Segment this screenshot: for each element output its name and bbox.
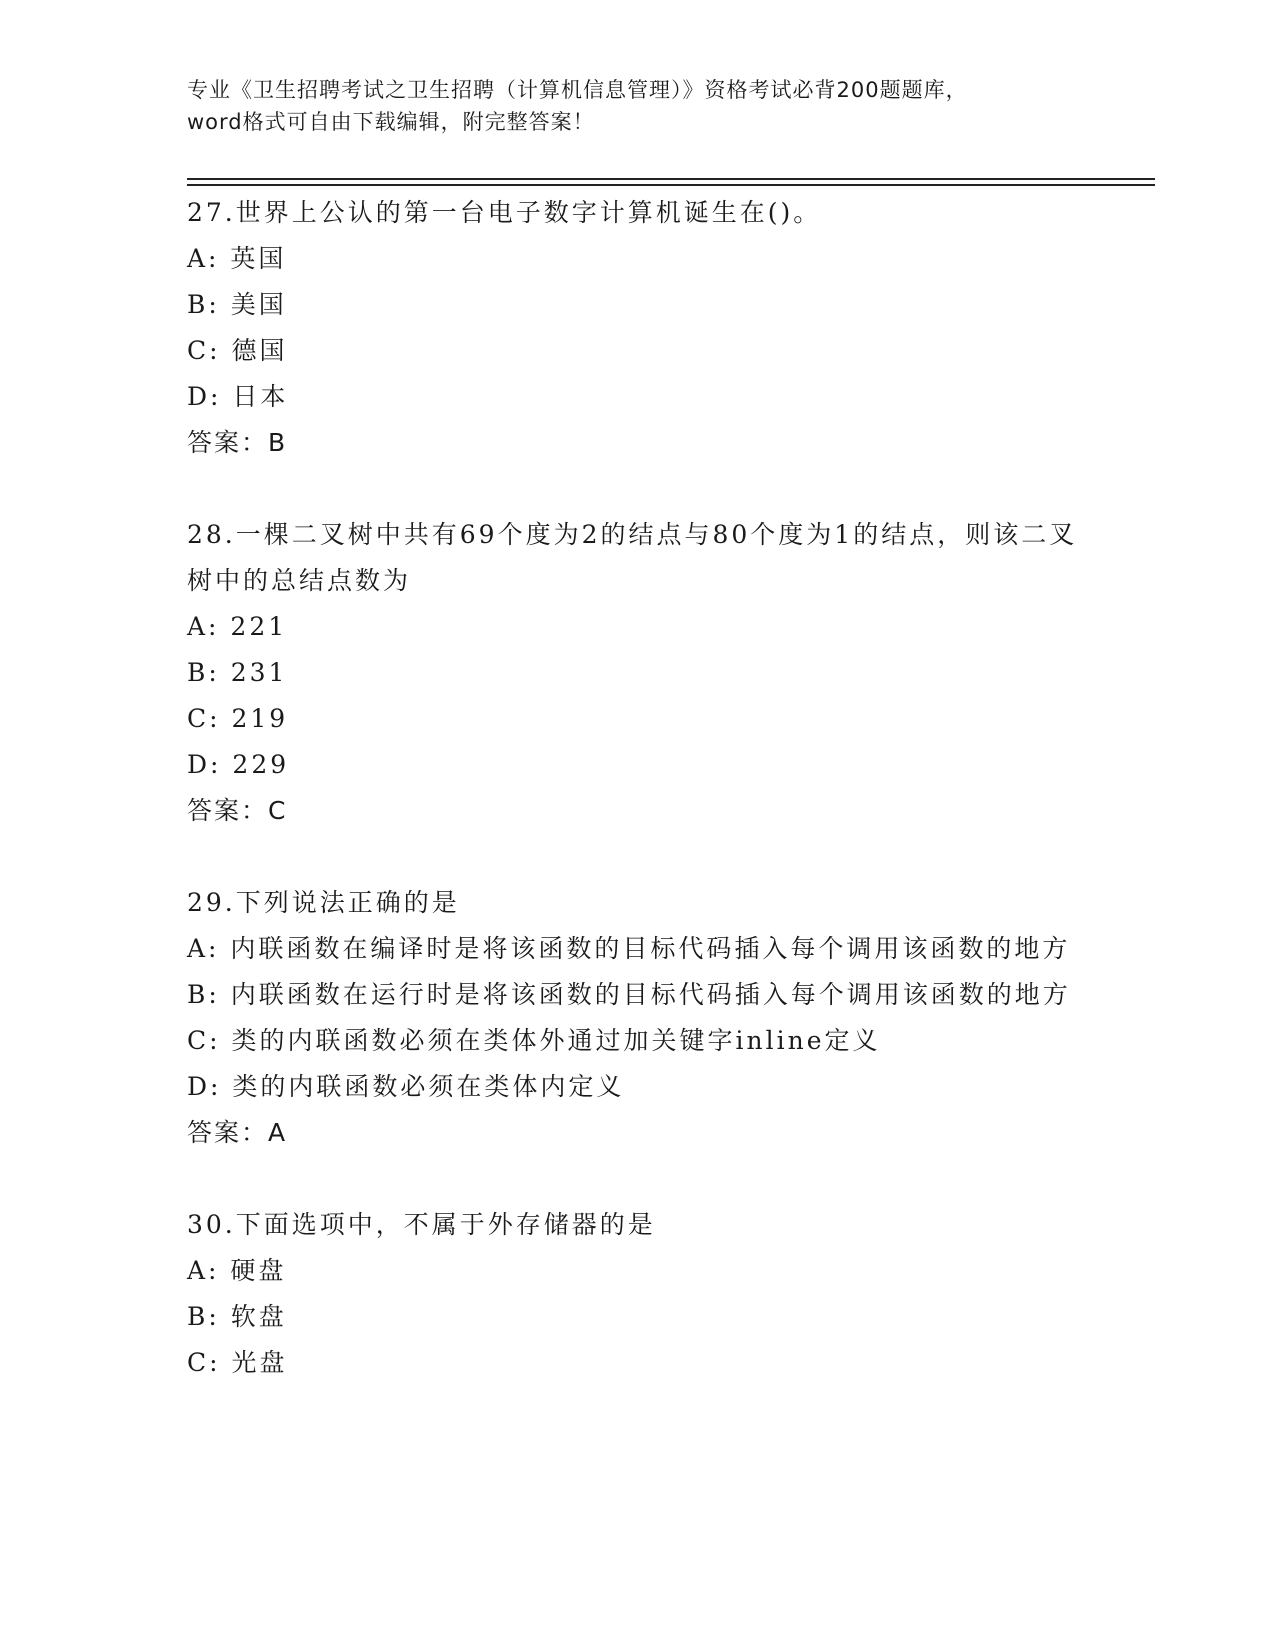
header-divider-top [187, 178, 1155, 180]
question-28 [187, 512, 1087, 834]
option-b: B: 软盘 [187, 1302, 287, 1331]
question-30 [187, 1202, 1087, 1386]
header-line-1: 专业《卫生招聘考试之卫生招聘（计算机信息管理）》资格考试必背200题题库， [187, 78, 968, 102]
option-a: A: 硬盘 [187, 1256, 287, 1285]
answer: 答案：B [187, 428, 288, 457]
header-line-2: word格式可自由下载编辑，附完整答案！ [187, 110, 595, 134]
option-d: D: 类的内联函数必须在类体内定义 [187, 1072, 625, 1101]
option-b: B: 231 [187, 658, 288, 687]
option-c: C: 类的内联函数必须在类体外通过加关键字inline定义 [187, 1026, 881, 1055]
question-29 [187, 880, 1087, 1156]
question-stem: 28.一棵二叉树中共有69个度为2的结点与80个度为1的结点，则该二叉树中的总结点数为 [187, 520, 1078, 595]
header-divider-bottom [187, 184, 1155, 186]
option-c: C: 德国 [187, 336, 288, 365]
question-stem: 30.下面选项中，不属于外存储器的是 [187, 1210, 656, 1239]
answer: 答案：A [187, 1118, 288, 1147]
option-a: A: 221 [187, 612, 288, 641]
question-27 [187, 190, 1087, 466]
option-d: D: 日本 [187, 382, 289, 411]
question-stem: 27.世界上公认的第一台电子数字计算机诞生在()。 [187, 198, 822, 227]
option-c: C: 219 [187, 704, 289, 733]
option-b: B: 内联函数在运行时是将该函数的目标代码插入每个调用该函数的地方 [187, 980, 1071, 1009]
option-c: C: 光盘 [187, 1348, 288, 1377]
option-a: A: 内联函数在编译时是将该函数的目标代码插入每个调用该函数的地方 [187, 934, 1071, 963]
question-list [187, 190, 1087, 1432]
option-d: D: 229 [187, 750, 290, 779]
option-a: A: 英国 [187, 244, 287, 273]
answer: 答案：C [187, 796, 288, 825]
option-b: B: 美国 [187, 290, 287, 319]
question-stem: 29.下列说法正确的是 [187, 888, 460, 917]
document-header [187, 74, 1087, 138]
